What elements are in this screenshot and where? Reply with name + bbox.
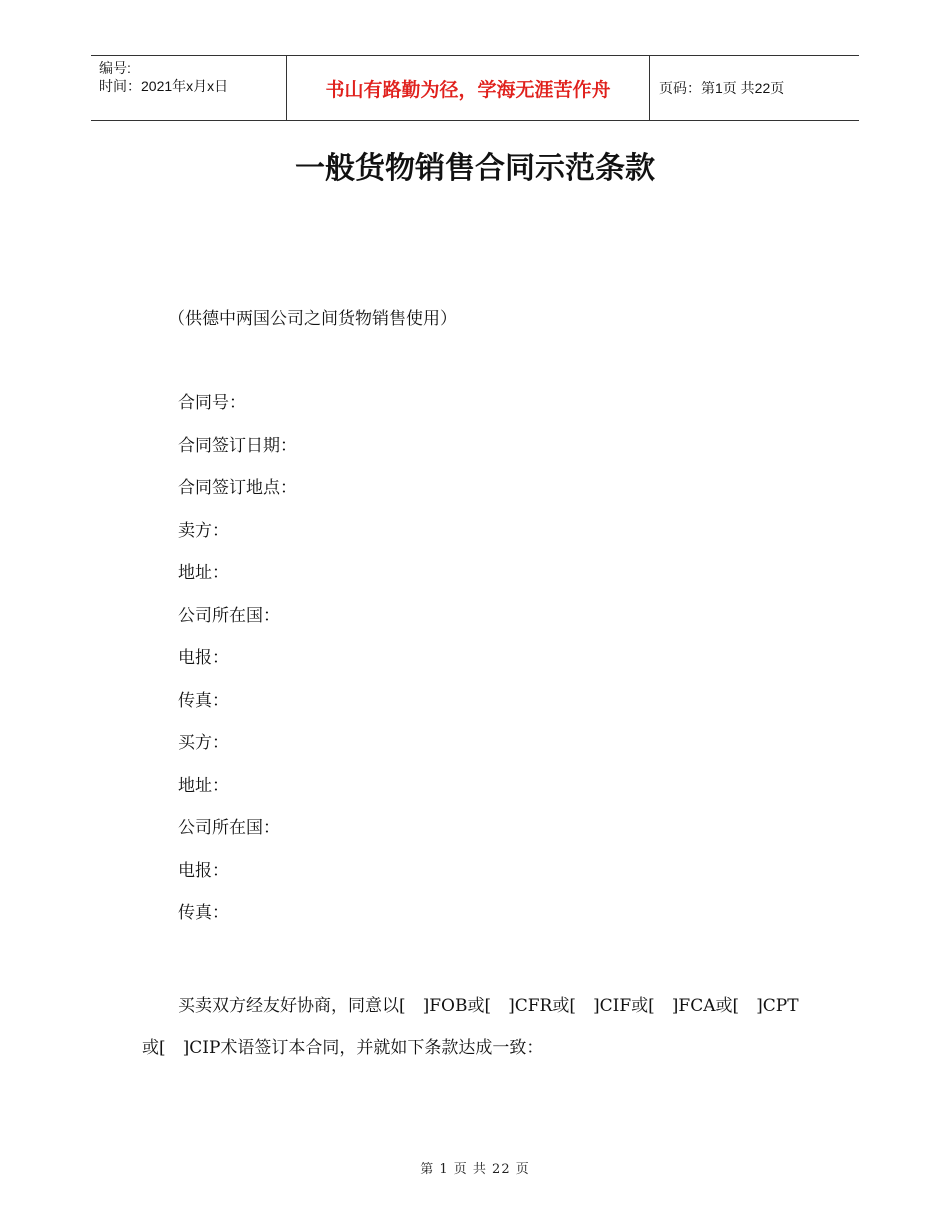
field-buyer-address: 地址： [178, 776, 229, 796]
field-seller-fax: 传真： [178, 691, 229, 711]
page-header [91, 55, 859, 121]
field-seller-address: 地址： [178, 563, 229, 583]
header-meta [99, 59, 228, 95]
field-contract-date: 合同签订日期： [178, 436, 297, 456]
field-seller-telegram: 电报： [178, 648, 229, 668]
field-buyer-telegram: 电报： [178, 861, 229, 881]
field-contract-place: 合同签订地点： [178, 478, 297, 498]
header-motto: 书山有路勤为径，学海无涯苦作舟 [325, 78, 611, 101]
field-buyer: 买方： [178, 733, 229, 753]
agreement-paragraph: 买卖双方经友好协商，同意以[ ]FOB或[ ]CFR或[ ]CIF或[ ]FCA或[ ]CPT或[ ]CIP术语签订本合同，并就如下条款达成一致： [142, 996, 799, 1058]
page-footer: 第 1 页 共 22 页 [420, 1162, 530, 1177]
header-number-label: 编号: [99, 60, 131, 76]
field-seller-country: 公司所在国： [178, 606, 280, 626]
header-page-info: 页码：第1页 共22页 [659, 80, 785, 96]
document-subtitle: （供德中两国公司之间货物销售使用） [168, 309, 457, 329]
header-date: 时间：2021年x月x日 [99, 78, 229, 94]
document-title: 一般货物销售合同示范条款 [295, 151, 655, 186]
field-seller: 卖方： [178, 521, 229, 541]
field-buyer-country: 公司所在国： [178, 818, 280, 838]
header-divider-right [649, 56, 650, 120]
field-buyer-fax: 传真： [178, 903, 229, 923]
field-contract-number: 合同号： [178, 393, 246, 413]
